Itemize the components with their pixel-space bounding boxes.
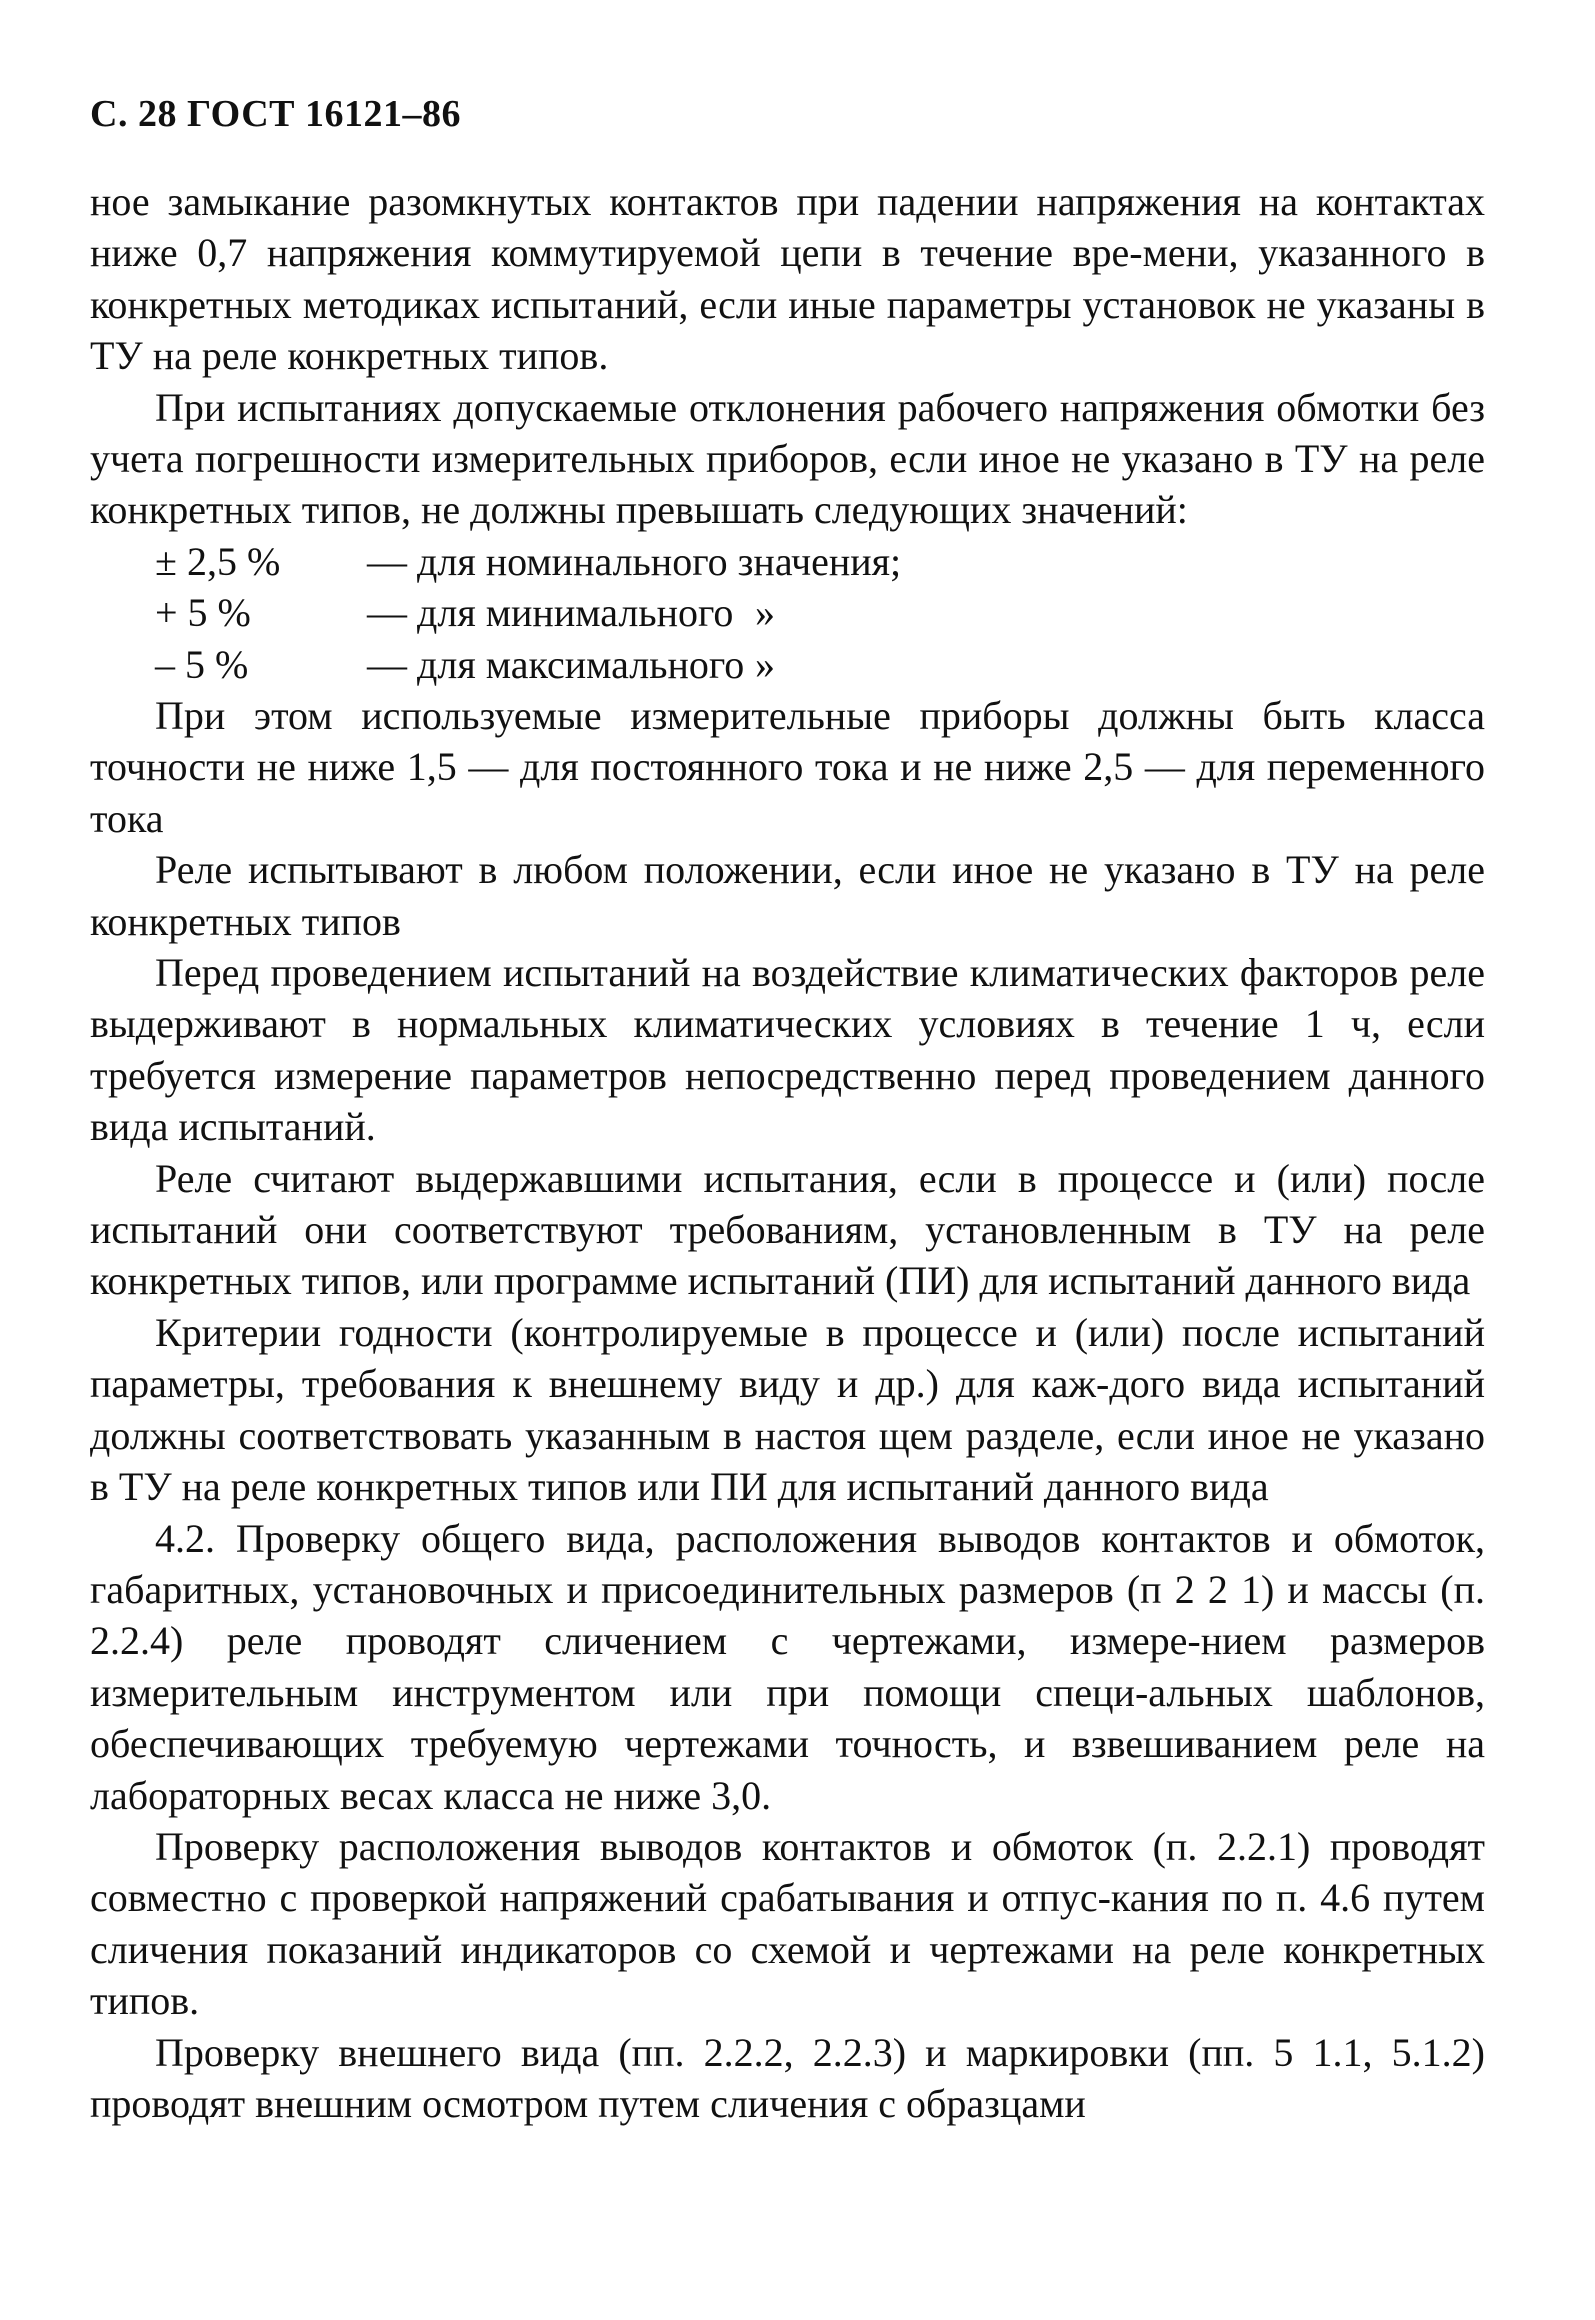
ditto-mark: » [755,641,775,687]
section-4-2-paragraph: 4.2. Проверку общего вида, расположения выводов контактов и обмоток, габаритных, установочных и присоединительных размеров (п 2 2 1) и массы (п. 2.2.4) реле проводят сличением с чертежами, измере-нием размеров измерительным инструментом или при помощи специ-альных шаблонов, обеспечивающих требуемую чертежами точность, и взвешиванием реле на лабораторных весах класса не ниже 3,0. [90,1515,1485,1818]
tolerance-item [155,587,1485,638]
paragraph: Проверку расположения выводов контактов и обмоток (п. 2.2.1) проводят совместно с проверкой напряжений срабатывания и отпус-кания по п. 4.6 путем сличения показаний индикаторов со схемой и чертежами на реле конкретных типов. [90,1823,1485,2024]
tolerance-item [155,639,1485,690]
paragraph: Проверку внешнего вида (пп. 2.2.2, 2.2.3) и маркировки (пп. 5 1.1, 5.1.2) проводят внешним осмотром путем сличения с образцами [90,2029,1485,2126]
ditto-mark: » [755,590,775,636]
paragraph: При испытаниях допускаемые отклонения рабочего напряжения обмотки без учета погрешности измерительных приборов, если иное не указано в ТУ на реле конкретных типов, не должны превышать следующих значений: [90,384,1485,533]
paragraph: Реле испытывают в любом положении, если иное не указано в ТУ на реле конкретных типов [90,847,1485,944]
page-header: С. 28 ГОСТ 16121–86 [90,93,461,135]
paragraph: Реле считают выдержавшими испытания, если в процессе и (или) после испытаний они соответствуют требованиям, установленным в ТУ на реле конкретных типов, или программе испытаний (ПИ) для испытаний данного вида [90,1155,1485,1304]
paragraph: Перед проведением испытаний на воздействие климатических факторов реле выдерживают в нормальных климатических условиях в течение 1 ч, если требуется измерение параметров непосредственно перед проведением данного вида испытаний. [90,950,1485,1150]
paragraph: Критерии годности (контролируемые в процессе и (или) после испытаний параметры, требования к внешнему виду и др.) для каж-дого вида испытаний должны соответствовать указанным в настоя щем разделе, если иное не указано в ТУ на реле конкретных типов или ПИ для испытаний данного вида [90,1309,1485,1510]
tolerance-text: — для максимального [367,641,745,687]
tolerance-text: — для номинального значения; [367,538,902,584]
paragraph: При этом используемые измерительные приборы должны быть класса точности не ниже 1,5 — для постоянного тока и не ниже 2,5 — для переменного тока [90,693,1485,841]
tolerance-value: ± 2,5 % [155,538,281,584]
page-body [90,176,1485,2129]
paragraph: ное замыкание разомкнутых контактов при падении напряжения на контактах ниже 0,7 напряжения коммутируемой цепи в течение вре-мени, указанного в конкретных методиках испытаний, если иные параметры установок не указаны в ТУ на реле конкретных типов. [90,179,1485,379]
tolerance-item [155,536,1485,587]
tolerance-value: – 5 % [155,641,249,687]
tolerance-list [90,536,1485,690]
tolerance-value: + 5 % [155,590,251,636]
tolerance-text: — для минимального [367,590,734,636]
